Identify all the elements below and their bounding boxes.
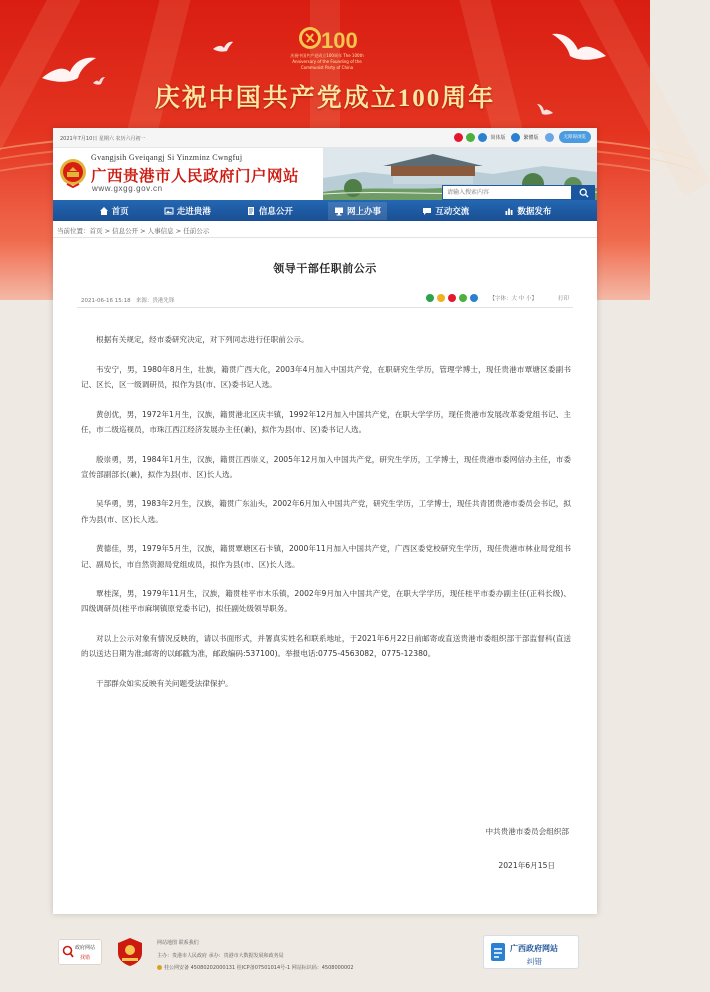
weibo-icon[interactable] (454, 133, 463, 142)
party-government-seal-icon[interactable] (116, 937, 144, 967)
dove-icon (212, 40, 234, 54)
correction-label: 纠错 (527, 957, 542, 966)
nav-label: 走进贵港 (176, 206, 211, 217)
footer-links[interactable]: 网站地图 联系我们 (157, 940, 199, 946)
correction-logo-icon (490, 942, 508, 964)
breadcrumb[interactable]: 当前位置：首页 > 信息公开 > 人事信息 > 任前公示 (53, 221, 597, 238)
nav-item-data[interactable] (504, 205, 551, 217)
wechat-share-icon[interactable] (459, 294, 467, 302)
search-icon (579, 188, 589, 198)
police-badge-icon (157, 965, 162, 970)
paragraph: 黄德佳，男，1979年5月生，汉族，籍贯覃塘区石卡镇，2000年11月加入中国共产党，广西区委党校研究生学历，现任贵港市林业局党组书记、副局长，市自然资源局党组成员，拟作为县(市、区)长人选。 (81, 544, 571, 569)
current-date: 2021年7月10日 星期六 农历六月初一 (60, 136, 146, 142)
share-icon[interactable] (426, 294, 434, 302)
monitor-icon (334, 206, 344, 216)
site-header (53, 148, 597, 200)
paragraph: 覃桂深，男，1979年11月生，汉族，籍贯桂平市木乐镇，2002年9月加入中国共产党，在职大学学历，现任桂平市委办副主任(正科长级)、四级调研员(桂平市麻垌镇原党委书记)，拟任副处级领导职务。 (81, 589, 571, 614)
banner-title: 庆祝中国共产党成立100周年 (154, 85, 496, 112)
article-source: 来源：贵港先锋 (135, 298, 175, 304)
paragraph: 吴华勇，男，1983年2月生，汉族，籍贯广东汕头，2002年6月加入中国共产党，研究生学历，工学博士，现任共青团贵港市委员会书记，拟作为县(市、区)长人选。 (81, 499, 571, 524)
article-body (81, 332, 571, 706)
top-bar (53, 128, 597, 148)
footer-host: 主办：贵港市人民政府 承办：贵港市大数据发展和政务局 (157, 952, 284, 959)
weibo-share-icon[interactable] (448, 294, 456, 302)
nav-label: 数据发布 (517, 206, 552, 217)
article-title: 领导干部任职前公示 (273, 262, 377, 275)
find-error-title: 政府网站 (75, 945, 96, 951)
site-domain: www.gxgg.gov.cn (92, 184, 163, 193)
dove-icon (548, 28, 608, 72)
site-name[interactable]: 广西贵港市人民政府门户网站 (91, 167, 300, 185)
article-date-source (81, 296, 174, 304)
nav-item-about[interactable] (164, 205, 211, 217)
main-nav (53, 200, 597, 221)
print-button[interactable]: 打印 (557, 296, 569, 302)
footer-info (157, 937, 354, 975)
nav-item-interaction[interactable] (422, 205, 469, 217)
chart-icon (504, 206, 514, 216)
top-tools (454, 131, 591, 143)
qq-share-icon[interactable] (470, 294, 478, 302)
paragraph: 干部群众如实反映有关问题受法律保护。 (96, 679, 233, 689)
chat-icon (422, 206, 432, 216)
simplified-button[interactable]: 简体版 (490, 134, 506, 141)
nav-item-services[interactable] (328, 202, 387, 220)
find-error-label: 找错 (80, 955, 91, 961)
paragraph: 对以上公示对象有情况反映的，请以书面形式，并署真实姓名和联系地址，于2021年6月22日前邮寄或直送贵港市委组织部干部监督科(直送的以送达日期为准;邮寄的以邮戳为准，邮政编码:537100)。举报电话:0775-4563082，0775-12380。 (81, 634, 571, 659)
nav-item-home[interactable] (99, 205, 129, 217)
nav-item-info[interactable] (246, 205, 293, 217)
paragraph: 黄创优，男，1972年1月生，汉族，籍贯港北区庆丰镇，1992年12月加入中国共产党，在职大学学历，现任贵港市发展改革委党组书记、主任，市二级巡视员，市珠江西江经济发展办主任(兼)，拟作为县(市、区)委书记人选。 (81, 409, 571, 434)
site-footer (0, 927, 650, 992)
article-meta (77, 294, 573, 308)
home-icon (99, 206, 109, 216)
nav-label: 信息公开 (258, 206, 293, 217)
paragraph: 韦安宁，男，1980年8月生，壮族，籍贯广西大化，2003年4月加入中国共产党，在职研究生学历，管理学博士，现任贵港市覃塘区委副书记、区长，区一级调研员，拟作为县(市、区)委书记人选。 (81, 364, 571, 389)
signature-date: 2021年6月15日 (498, 861, 555, 870)
paragraph: 殷崇勇，男，1984年1月生，汉族，籍贯江西崇义，2005年12月加入中国共产党，研究生学历，工学博士，现任贵港市委网信办主任，市委宣传部副部长(兼)，拟作为县(市、区)长人选。 (81, 454, 571, 479)
accessibility-icon[interactable] (545, 133, 554, 142)
correction-badge[interactable] (483, 935, 579, 969)
mobile-icon[interactable] (478, 133, 487, 142)
signature: 中共贵港市委员会组织部 (485, 827, 569, 836)
wechat-icon[interactable] (466, 133, 475, 142)
accessibility-button[interactable]: 无障碍浏览 (559, 131, 592, 143)
footer-record[interactable]: 桂公网安备 45080202000131 桂ICP备07501014号-1 网站标识码：4508000002 (164, 965, 354, 971)
find-error-badge[interactable] (58, 939, 102, 965)
traditional-button[interactable]: 繁體版 (523, 134, 539, 141)
footer-record-line (157, 962, 354, 975)
article-tools (426, 294, 569, 302)
paragraph: 根据有关规定，经市委研究决定，对下列同志进行任职前公示。 (96, 335, 309, 344)
magnifier-icon (62, 945, 74, 959)
svg-text:100: 100 (321, 28, 358, 53)
nav-label: 首页 (111, 206, 129, 217)
nav-label: 互动交流 (435, 206, 470, 217)
search-button[interactable] (572, 185, 595, 200)
traditional-icon[interactable] (511, 133, 520, 142)
document-icon (246, 206, 256, 216)
qzone-icon[interactable] (437, 294, 445, 302)
correction-title: 广西政府网站 (510, 944, 558, 953)
nav-label: 网上办事 (347, 206, 382, 217)
picture-icon (164, 206, 174, 216)
emblem-caption: 庆祝中国共产党成立100周年 The 100th Anniversary of the Founding of the Communist Party of China (290, 53, 364, 70)
page-container (53, 128, 597, 914)
search-input[interactable] (442, 185, 572, 200)
font-size-options[interactable]: 【字体：大 中 小】 (489, 296, 537, 302)
article-date: 2021-06-16 15:18 (81, 298, 131, 304)
site-name-zhuang: Gvangjsih Gveiqangj Si Yinzminz Cwngfuj (91, 153, 243, 162)
national-emblem-icon (59, 158, 87, 188)
